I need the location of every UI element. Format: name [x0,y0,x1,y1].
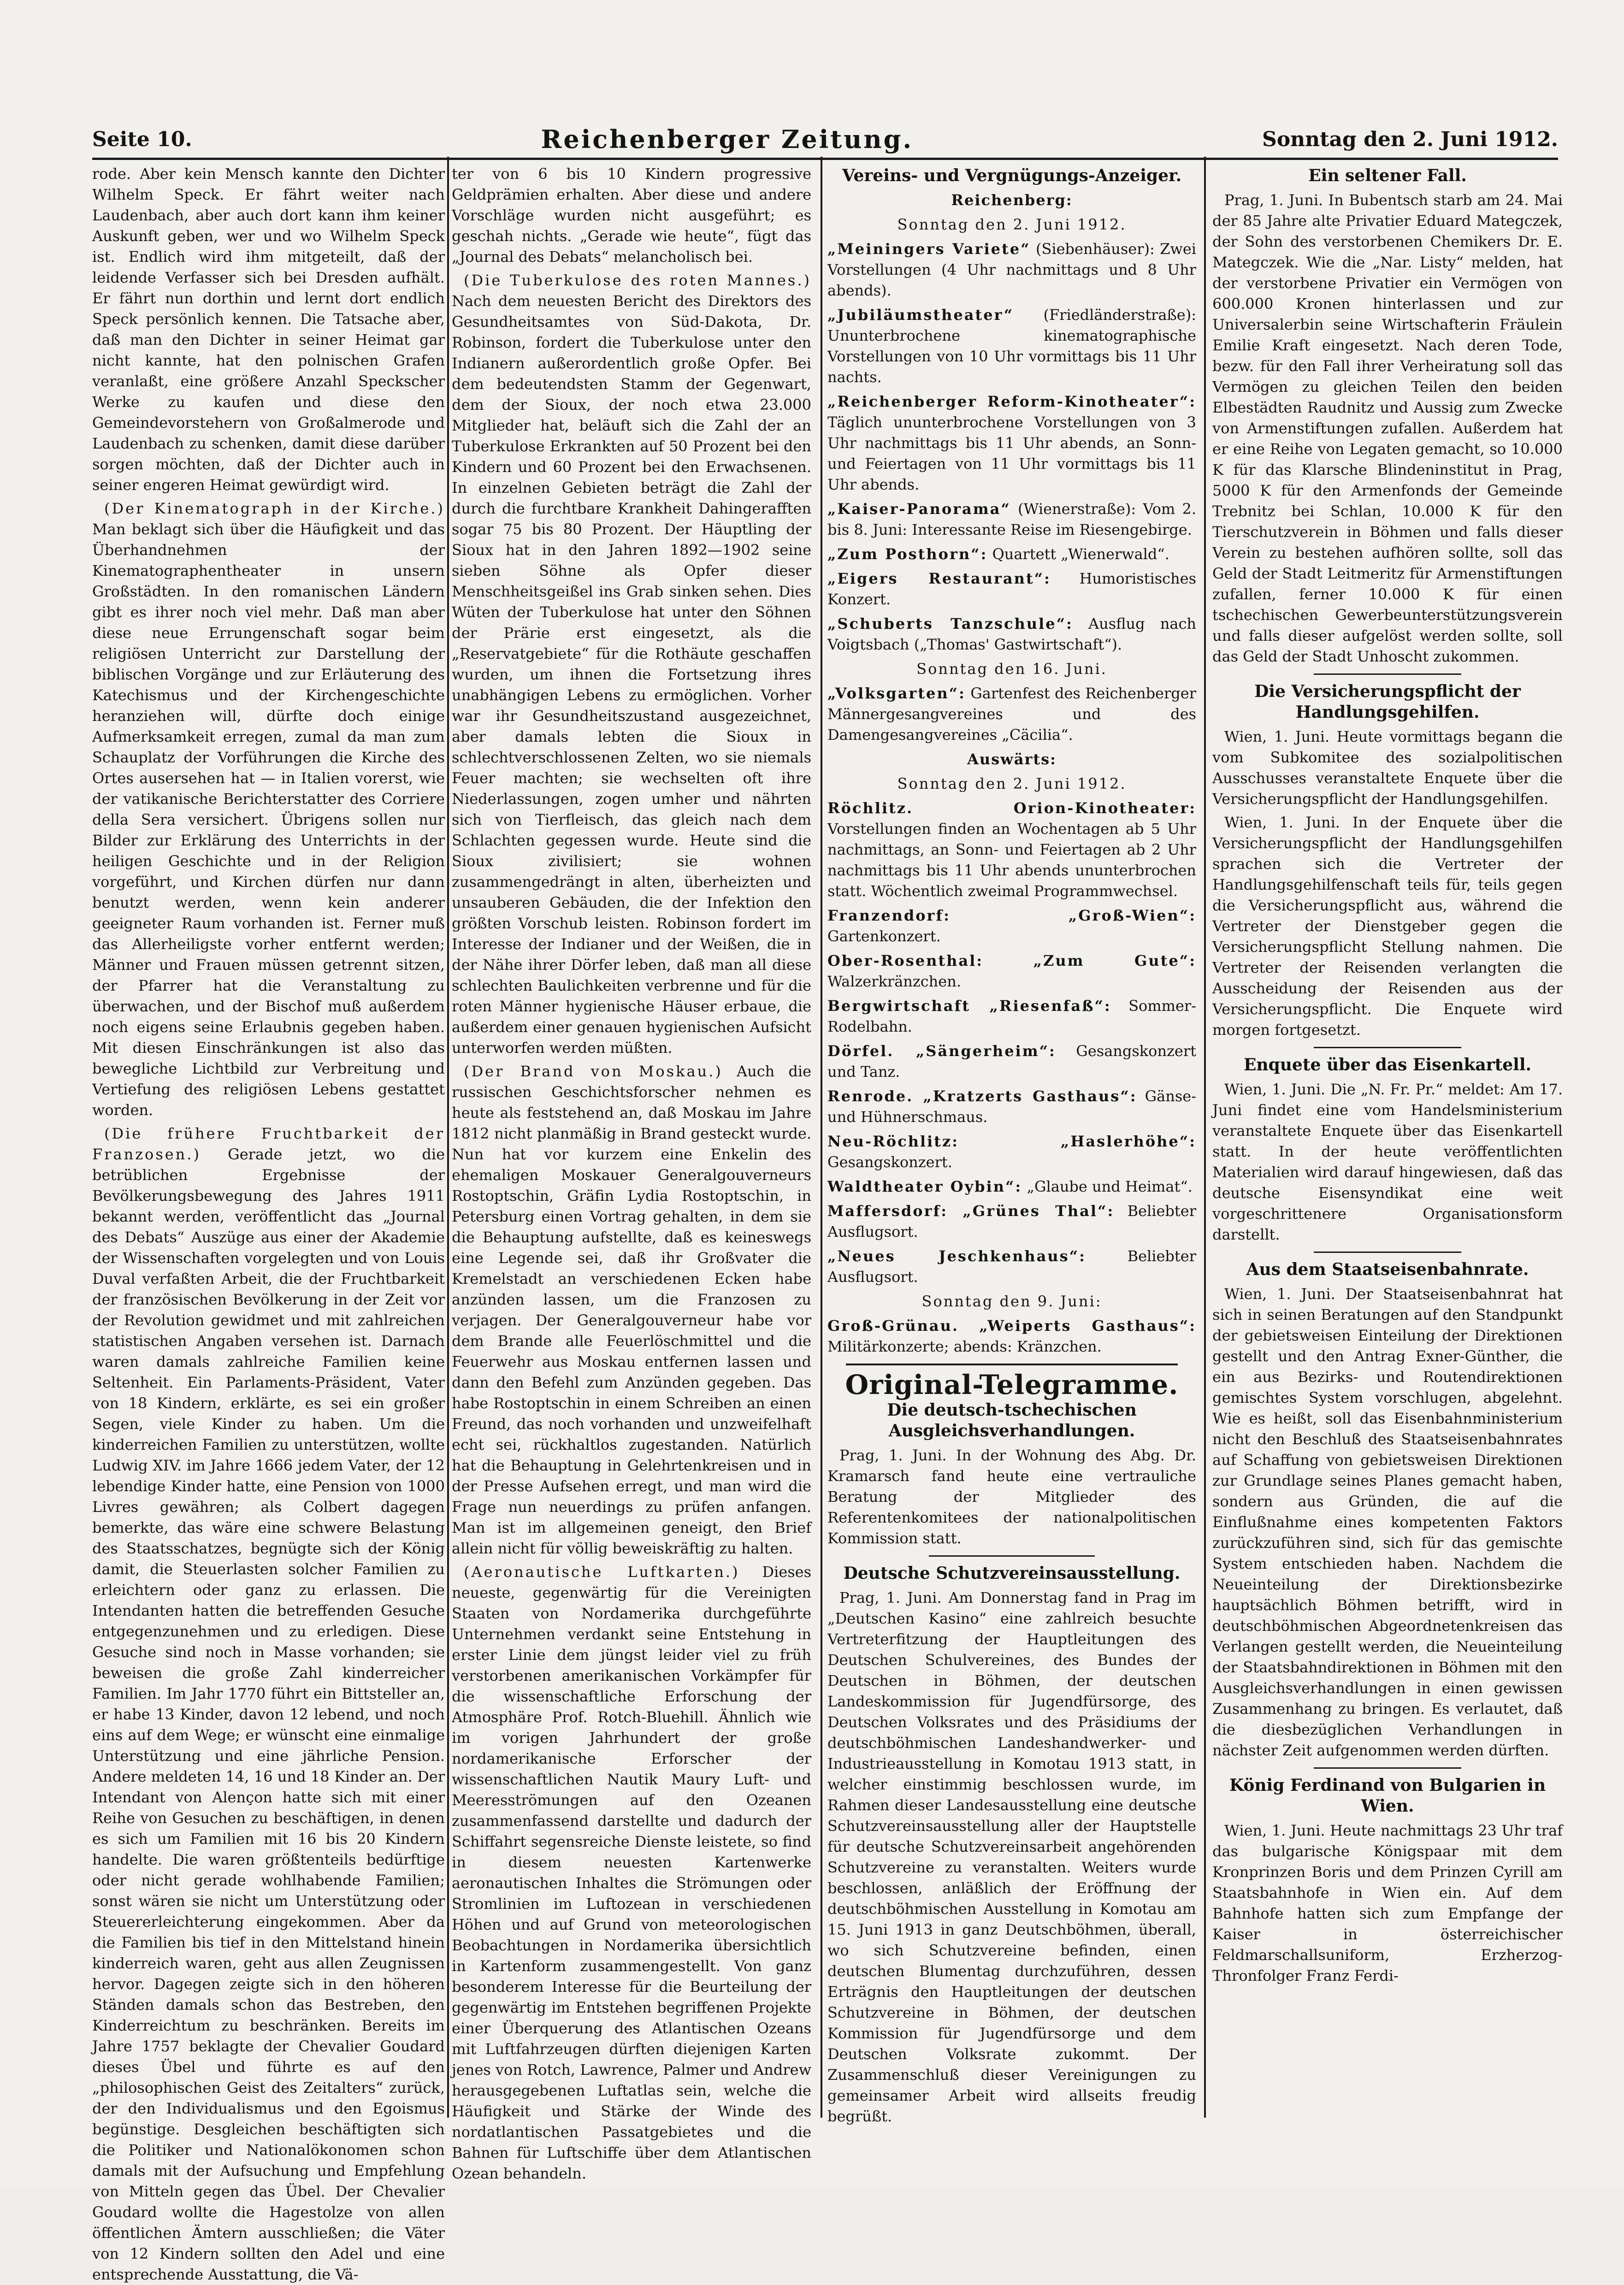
article-text: Prag, 1. Juni. In Bubentsch starb am 24. Mai der 85 Jahre alte Privatier Eduard Mategczek, der Sohn des verstorbenen Chemikers Dr. E. Mategczek. Wie die „Nar. Listy“ melden, hat der verstorbene Privatier ein Vermögen von 600.000 Kronen hinterlassen und zur Universalerbin seine Wirtschafterin Fräulein Emilie Kraft eingesetzt. Nach deren Tode, bezw. für den Fall ihrer Verheiratung soll das Vermögen zu gleichen Teilen den beiden Elbestädten Raudnitz und Aussig zum Zwecke von Armenstiftungen zufallen. Außerdem hat er eine Reihe von Legaten gemacht, so 10.000 K für das Klarsche Blindeninstitut in Prag, 5000 K für den Armenfonds der Gemeinde Trebnitz bei Schlan, 10.000 K für den Tierschutzverein in Böhmen und falls dieser Verein zu bestehen aufhören sollte, soll das Geld der Stadt Leitmeritz für Armenstiftungen zufallen, ferner 10.000 K für einen tschechischen Gewerbeunterstützungsverein und falls dieser aufgelöst werden sollte, soll das Geld der Stadt Unhoscht zukommen. [1212,191,1563,665]
article-title: (Der Kinematograph in der Kirche.) [104,500,445,517]
article-text: rode. Aber kein Mensch kannte den Dichter Wilhelm Speck. Er fährt weiter nach Laudenbach, aber auch dort kann ihm keiner Auskunft geben, wer und wo Wilhelm Speck ist. Endlich wird ihm mitgeteilt, daß der leidende Verfasser sich bei Dresden aufhält. Er fährt nun dorthin und lernt dort endlich Speck persönlich kennen. Die Tatsache aber, daß man den Dichter in seiner Heimat gar nicht kannte, hat den polnischen Grafen veranlaßt, eine größere Anzahl Speckscher Werke zu kaufen und diese den Gemeindevorstehern von Großalmerode und Laudenbach zu schenken, damit diese darüber sorgen möchten, daß der Dichter auch in seiner engeren Heimat gewürdigt wird. [92,165,445,494]
event-description: (Wienerstraße): Vom 2. bis 8. Juni: Interessante Reise im Riesengebirge. [827,500,1196,538]
article-text: Nach dem neuesten Bericht des Direktors des Gesundheitsamtes von Süd-Dakota, Dr. Robinson, fordert die Tuberkulose unter den Indianern außerordentlich große Opfer. Bei dem bedeutendsten Stamm der Gegenwart, dem der Sioux, der noch etwa 23.000 Mitglieder hat, beläuft sich die Zahl der an Tuberkulose Erkrankten auf 50 Prozent bei den Kindern und 60 Prozent bei den Erwachsenen. In einzelnen Gebieten beträgt die Zahl der durch die furchtbare Krankheit Dahingerafften sogar 75 bis 80 Prozent. Der Häuptling der Sioux hat in den Jahren 1892—1902 seine sieben Söhne als Opfer dieser Menschheitsgeißel ins Grab sinken sehen. Dies Wüten der Tuberkulose hat unter den Söhnen der Prärie erst eingesetzt, als die „Reservatgebiete“ für die Rothäute geschaffen wurden, um ihnen die Fortsetzung ihres unabhängigen Lebens zu ermöglichen. Vorher war ihr Gesundheitszustand ausgezeichnet, aber damals lebten die Sioux in schlechtverschlossenen Zelten, wo sie niemals Feuer machten; sie wechselten oft ihre Niederlassungen, zogen umher und nährten sich von Tierfleisch, das gleich nach dem Schlachten gegessen wurde. Heute sind die Sioux zivilisiert; sie wohnen zusammengedrängt in alten, überheizten und unsauberen Gebäuden, die der Infektion den größten Vorschub leisten. Robinson fordert im Interesse der Indianer und der Weißen, die in der Nähe ihrer Dörfer leben, daß man all diese schlechten Baulichkeiten verbrenne und für die roten Männer hygienische Häuser erbaue, die außerdem einer genauen hygienischen Aufsicht unterworfen werden müßten. [452,292,811,1057]
event-name: „Neues Jeschkenhaus“: [827,1247,1086,1265]
article-text: ter von 6 bis 10 Kindern progressive Geldprämien erhalten. Aber diese und andere Vorschläge wurden nicht ausgeführt; es geschah nichts. „Gerade wie heute“, fügt das „Journal des Debats“ melancholisch bei. [452,165,811,266]
article-headline: Die deutsch-tschechischen Ausgleichsverhandlungen. [887,1400,1137,1441]
event-entry [827,499,1196,540]
event-description: Gartenkonzert. [827,927,941,945]
event-name: Franzendorf: „Groß-Wien“: [827,907,1196,924]
event-name: Maffersdorf: „Grünes Thal“: [827,1202,1115,1220]
event-description: Gänse- und Hühnerschmaus. [827,1087,1197,1126]
article-divider [1314,1252,1461,1253]
event-entry [827,614,1196,655]
article-text: Dieses neueste, gegenwärtig für die Vereinigten Staaten von Nordamerika durchgeführte Unternehmen verdankt seine Entstehung in erster Linie dem jüngst leider viel zu früh verstorbenen amerikanischen Vorkämpfer für die wissenschaftliche Erforschung der Atmosphäre Prof. Rotch-Bluehill. Ähnlich wie im vorigen Jahrhundert der große nordamerikanische Erforscher der wissenschaftlichen Nautik Maury Luft- und Meeresströmungen auf den Ozeanen zusammenfassend darstellte und dadurch der Schiffahrt segensreiche Dienste leistete, so find in diesem neuesten Kartenwerke aeronautischen Inhaltes die Strömungen oder Stromlinien im Luftozean in verschiedenen Höhen und auf Grund von meteorologischen Beobachtungen in Nordamerika übersichtlich in Kartenform zusammengestellt. Von ganz besonderem Interesse für die Beurteilung der gegenwärtig im Entstehen begriffenen Projekte einer Überquerung des Atlantischen Ozeans mit Luftfahrzeugen dürften diejenigen Karten jenes von Rotch, Lawrence, Palmer und Andrew herausgegebenen Luftatlas sein, welche die Häufigkeit und Stärke der Winde des nordatlantischen Passatgebietes und die Bahnen für Luftschiffe über dem Atlantischen Ozean behandeln. [452,1563,811,2182]
event-list [827,1316,1196,1357]
article-text: Wien, 1. Juni. Der Staatseisenbahnrat hat sich in seinen Beratungen auf den Standpunkt der gebietsweisen Einteilung der Direktionen gestellt und den Antrag Exner-Günther, die ein aus Bezirks- und Routendirektionen gemischtes System vorschlugen, abgelehnt. Wie es heißt, soll das Eisenbahnministerium nicht den Beschluß des Staatseisenbahnrates auf Schaffung von gebietsweisen Direktionen zur Grundlage seines Planes gemacht haben, sondern aus Gründen, die auf die Einflußnahme eines kompetenten Faktors zurückzuführen sind, sich für das gemischte System entschieden haben. Nachdem die Neueinteilung der Direktionsbezirke hauptsächlich Böhmen betrifft, wird in deutschböhmischen Abgeordnetenkreisen das Verlangen gestellt werden, die Neueinteilung der Staatsbahndirektionen in Böhmen mit den Ausgleichsverhandlungen in einen gewissen Zusammenhang zu bringen. Es verlautet, daß die diesbezüglichen Verhandlungen in nächster Zeit aufgenommen werden dürften. [1212,1285,1563,1759]
article-text: Man beklagt sich über die Häufigkeit und das Überhandnehmen der Kinematographentheater in unsern Großstädten. In den romanischen Ländern gibt es ihrer noch viel mehr. Daß man aber diese neue Errungenschaft sogar beim religiösen Unterricht zur Darstellung der biblischen Vorgänge und zur Erläuterung des Katechismus und der Kirchengeschichte heranziehen will, dürfte doch einige Aufmerksamkeit erregen, zumal da man zum Schauplatz der Vorführungen die Kirche des Ortes ausersehen hat — in Italien vorerst, wie der vatikanische Berichterstatter des Corriere della Sera versichert. Übrigens sollen nur Bilder zur Erklärung des Unterrichts in der heiligen Geschichte und in der Religion vorgeführt, und Kirchen dürfen nur dann benutzt werden, wenn kein anderer geeigneter Raum vorhanden ist. Ferner muß das Allerheiligste vorher entfernt werden; Männer und Frauen müssen getrennt sitzen, der Pfarrer hat die Veranstaltung zu überwachen, und der Bischof muß außerdem noch eigens seine Erlaubnis gegeben haben. Mit diesen Einschränkungen ist also das bewegliche Lichtbild zur Verbreitung und Vertiefung des religiösen Lebens gestattet worden. [92,520,445,1119]
article-paragraph [452,270,811,1058]
article-paragraph [92,498,445,1121]
event-entry [827,1316,1196,1357]
event-name: Dörfel. „Sängerheim“: [827,1042,1056,1060]
article-divider [1314,1047,1461,1048]
event-entry [827,1041,1196,1082]
event-name: „Eigers Restaurant“: [827,570,1051,587]
column-4 [1212,164,1563,2113]
event-description: Beliebter Ausflugsort. [827,1247,1196,1286]
event-entry [827,1131,1196,1173]
article-text: Wien, 1. Juni. Die „N. Fr. Pr.“ meldet: Am 17. Juni findet eine vom Handelsministerium veranstaltete Enquete über das Eisenkartell statt. In der heute veröffentlichten Materialien wird darauf hingewiesen, daß das deutsche Eisensyndikat eine weit vorgeschrittenere Organisationsform darstellt. [1212,1081,1563,1243]
event-list [827,798,1196,1287]
event-description: Täglich ununterbrochene Vorstellungen von 3 Uhr nachmittags bis 11 Uhr abends, an Sonn- und Feiertagen von 11 Uhr vormittags bis 11 Uhr abends. [827,413,1196,493]
event-description: Beliebter Ausflugsort. [827,1202,1197,1240]
event-entry [827,996,1196,1037]
event-description: Ausflug nach Voigtsbach („Thomas' Gastwirtschaft“). [827,615,1197,653]
event-name: Ober-Rosenthal: „Zum Gute“: [827,952,1196,969]
event-description: Gesangskonzert und Tanz. [827,1042,1197,1081]
article-title: (Der Brand von Moskau.) [464,1063,723,1080]
column-1 [92,164,445,2283]
article-text: Gerade jetzt, wo die betrüblichen Ergebnisse der Bevölkerungsbewegung des Jahres 1911 bekannt werden, veröffentlicht das „Journal des Debats“ Auszüge aus einer der Akademie der Wissenschaften vorgelegten und von Louis Duval verfaßten Arbeit, die der Fruchtbarkeit der französischen Bevölkerung in der Zeit vor der Revolution gewidmet und mit zahlreichen statistischen Angaben versehen ist. Darnach waren damals zahlreiche Familien keine Seltenheit. Ein Parlaments-Präsident, Vater von 18 Kindern, erklärte, es sei ein großer Segen, viele Kinder zu haben. Um die kinderreichen Familien zu unterstützen, wollte Ludwig XIV. im Jahre 1666 jedem Vater, der 12 lebendige Kinder hatte, eine Pension von 1000 Livres gewähren; als Colbert dagegen bemerkte, das wäre eine schwere Belastung des Staatsschatzes, begnügte sich der König damit, die Steuerlasten solcher Familien zu erleichtern oder ganz zu erlassen. Die Intendanten hatten die betreffenden Gesuche entgegenzunehmen und zu erledigen. Diese Gesuche sind noch in Masse vorhanden; sie beweisen die große Zahl kinderreicher Familien. Im Jahr 1770 führt ein Bittsteller an, er habe 13 Kinder, davon 12 lebend, und noch eins auf dem Wege; er wünscht eine einmalige Unterstützung und eine jährliche Pension. Andere meldeten 14, 16 und 18 Kinder an. Der Intendant von Alençon hatte sich mit einer Reihe von Gesuchen zu beschäftigen, in denen es sich um Familien mit 16 bis 20 Kindern handelte. Die waren größtenteils bedürftige oder nicht gerade wohlhabende Familien; sonst wären sie nicht um Unterstützung oder Steuererleichterung eingekommen. Aber da die Familien bis tief in den Mittelstand hinein kinderreich waren, geht aus allen Zeugnissen hervor. Dagegen zeigte sich in den höheren Ständen damals schon das Bestreben, den Kinderreichtum zu beschränken. Bereits im Jahre 1757 beklagte der Chevalier Goudard dieses Übel und führte es auf den „philosophischen Geist des Zeitalters“ zurück, der den Individualismus und den Egoismus begünstige. Desgleichen beschäftigten sich die Politiker und Nationalökonomen schon damals mit der Aufsuchung und Empfehlung von Mitteln gegen das Übel. Der Chevalier Goudard wollte die Hagestolze von allen öffentlichen Ämtern ausschließen; die Väter von 12 Kindern sollten den Adel und eine entsprechende Ausstattung, die Vä- [92,1145,445,2283]
telegram-section-title: Original-Telegramme. [845,1369,1179,1400]
event-description: „Glaube und Heimat“. [1022,1178,1193,1195]
event-entry [827,1201,1196,1242]
event-description: Sommer-Rodelbahn. [827,997,1197,1035]
newspaper-title: Reichenberger Zeitung. [541,124,914,154]
event-name: „Schuberts Tanzschule“: [827,615,1073,632]
event-description: Gesangskonzert. [827,1153,952,1171]
event-name: Renrode. „Kratzerts Gasthaus“: [827,1087,1137,1105]
article-text: Auch die russischen Geschichtsforscher nehmen es heute als feststehend an, daß Moskau im Jahre 1812 nicht planmäßig in Brand gesteckt wurde. Nun hat vor kurzem eine Enkelin des ehemaligen Moskauer Generalgouverneurs Rostoptschin, Gräfin Lydia Rostoptschin, in Petersburg einen Vortrag gehalten, in dem sie die Behauptung aufstellte, daß es keineswegs eine Legende sei, daß ihr Großvater die Kremelstadt an verschiedenen Ecken habe anzünden lassen, um die Franzosen zu verjagen. Der Generalgouverneur habe vor dem Brande alle Feuerlöschmittel und die Feuerwehr aus Moskau entfernen lassen und dann den Befehl zum Anzünden gegeben. Das habe Rostoptschin in einem Schreiben an einen Freund, das noch vorhanden und unzweifelhaft echt sei, rückhaltlos zugestanden. Natürlich hat die Behauptung in Gelehrtenkreisen und in der Presse Aufsehen erregt, und man wird die Frage nun neuerdings zu prüfen anfangen. Man ist im allgemeinen geneigt, den Brief allein nicht für völlig beweiskräftig zu halten. [452,1063,812,1557]
article-title: (Die frühere Fruchtbarkeit der Franzosen.) [92,1125,445,1163]
event-entry [827,391,1196,495]
event-name: „Zum Posthorn“: [827,545,988,563]
event-entry [827,905,1196,947]
place-heading: Reichenberg: [951,191,1073,209]
event-description: Gartenfest des Reichenberger Männergesangvereines und des Damengesangvereines „Cäcilia“. [827,685,1196,744]
event-list [827,683,1196,745]
event-description: (Siebenhäuser): Zwei Vorstellungen (4 Uhr nachmittags und 8 Uhr abends). [827,240,1196,299]
article-headline: Die Versicherungspflicht der Handlungsgehilfen. [1254,682,1521,722]
article-divider [929,1555,1095,1557]
event-entry [827,305,1196,388]
event-entry [827,568,1196,610]
article-paragraph [452,1562,811,2184]
article-headline: Deutsche Schutzvereinsausstellung. [843,1564,1181,1583]
event-entry [827,1086,1196,1128]
event-name: Röchlitz. Orion-Kinotheater: [827,799,1196,817]
event-entry [827,798,1196,902]
page-number: Seite 10. [92,127,192,151]
event-name: Bergwirtschaft „Riesenfaß“: [827,997,1111,1015]
event-date: Sonntag den 2. Juni 1912. [897,216,1127,233]
event-name: „Jubiläumstheater“ [827,306,1014,324]
event-name: „Volksgarten“: [827,685,966,702]
event-entry [827,1176,1196,1197]
section-divider [846,1364,1178,1365]
issue-date: Sonntag den 2. Juni 1912. [1262,127,1558,151]
event-entry [827,239,1196,301]
event-name: Groß-Grünau. „Weiperts Gasthaus“: [827,1317,1196,1334]
section-heading: Vereins- und Vergnügungs-Anzeiger. [842,166,1182,185]
event-description: Militärkonzerte; abends: Kränzchen. [827,1338,1102,1355]
event-entry [827,1246,1196,1287]
article-divider [1314,673,1461,675]
event-name: Neu-Röchlitz: „Haslerhöhe“: [827,1133,1196,1150]
article-text: Prag, 1. Juni. Am Donnerstag fand in Prag im „Deutschen Kasino“ eine zahlreich besuchte Vertreterfitzung der Hauptleitungen des Deutschen Schulvereines, des Bundes der Deutschen in Böhmen, der deutschen Landeskommission für Jugendfürsorge, des Deutschen Volksrates und des Präsidiums der deutschböhmischen Landeshandwerker- und Industrieausstellung in Komotau 1913 statt, in welcher einstimmig beschlossen wurde, im Rahmen dieser Landesausstellung eine deutsche Schutzvereinsausstellung aller der Hauptstelle für deutsche Schutzvereinsarbeit angehörenden Schutzvereine zu veranstalten. Weiters wurde beschlossen, anläßlich der Eröffnung der deutschböhmischen Ausstellung in Komotau am 15. Juni 1913 in ganz Deutschböhmen, überall, wo sich Schutzvereine befinden, einen deutschen Blumentag durchzuführen, dessen Erträgnis den Hauptleitungen der deutschen Schutzvereine in Böhmen, der deutschen Kommission für Jugendfürsorge und dem Deutschen Volksrate zukommt. Der Zusammenschluß dieser Vereinigungen zu gemeinsamer Arbeit wird allseits freudig begrüßt. [827,1589,1196,2125]
article-divider [1314,1767,1461,1769]
event-entry [827,544,1196,565]
event-description: Walzerkränzchen. [827,973,961,990]
column-rule [447,157,449,2118]
event-name: „Reichenberger Reform-Kinotheater“: [827,393,1196,410]
article-headline: Aus dem Staatseisenbahnrate. [1246,1260,1529,1279]
article-paragraph [92,1123,445,2285]
event-date: Sonntag den 9. Juni: [921,1293,1102,1310]
article-title: (Die Tuberkulose des roten Mannes.) [464,272,811,289]
article-headline: König Ferdinand von Bulgarien in Wien. [1229,1776,1546,1816]
event-name: „Meiningers Variete“ [827,240,1031,258]
article-text: Prag, 1. Juni. In der Wohnung des Abg. Dr. Kramarsch fand heute eine vertrauliche Beratung der Mitglieder des Referentenkomitees der nationalpolitischen Kommission statt. [827,1447,1196,1547]
place-heading: Auswärts: [967,750,1057,768]
article-paragraph [452,1061,811,1559]
event-entry [827,951,1196,992]
column-rule [1204,157,1206,2118]
article-text: Wien, 1. Juni. In der Enquete über die Versicherungspflicht der Handlungsgehilfen sprachen sich die Vertreter der Handlungsgehilfenschaft teils für, teils gegen die Versicherungspflicht aus, während die Vertreter der Dienstgeber gegen die Versicherungspflicht Stellung nahmen. Die Vertreter der Reisenden verlangten die Ausscheidung der Reisenden aus der Versicherungspflicht. Die Enquete wird morgen fortgesetzt. [1212,814,1563,1039]
article-text: Wien, 1. Juni. Heute nachmittags 23 Uhr traf das bulgarische Königspaar mit dem Kronprinzen Boris und dem Prinzen Cyrill am Staatsbahnhofe in Wien ein. Auf dem Bahnhofe hatten sich zum Empfange der Kaiser in österreichischer Feldmarschallsuniform, Erzherzog-Thronfolger Franz Ferdi- [1212,1822,1563,1984]
event-name: „Kaiser-Panorama“ [827,500,1011,518]
column-rule [821,157,822,2118]
event-date: Sonntag den 16. Juni. [916,660,1107,678]
event-entry [827,683,1196,745]
article-title: (Aeronautische Luftkarten.) [464,1563,740,1581]
column-3 [827,164,1197,2125]
event-list [827,239,1196,655]
article-text: Wien, 1. Juni. Heute vormittags begann die vom Subkomitee des sozialpolitischen Ausschusses veranstaltete Enquete über die Versicherungspflicht der Handlungsgehilfen. [1212,728,1563,808]
article-headline: Ein seltener Fall. [1308,166,1467,185]
event-description: Vorstellungen finden an Wochentagen ab 5 Uhr nachmittags, an Sonn- und Feiertagen ab 2 Uhr nachmittags bis 11 Uhr abends ununterbrochen statt. Wöchentlich zweimal Programmwechsel. [827,820,1196,900]
article-headline: Enquete über das Eisenkartell. [1243,1055,1532,1075]
page-header [92,121,1558,160]
event-description: Humoristisches Konzert. [827,570,1196,608]
event-date: Sonntag den 2. Juni 1912. [897,775,1127,792]
column-2 [452,164,812,2182]
event-name: Waldtheater Oybin“: [827,1178,1022,1195]
event-description: Quartett „Wienerwald“. [987,545,1169,563]
event-description: (Friedländerstraße): Ununterbrochene kinematographische Vorstellungen von 10 Uhr vormittags bis 11 Uhr nachts. [827,306,1196,386]
